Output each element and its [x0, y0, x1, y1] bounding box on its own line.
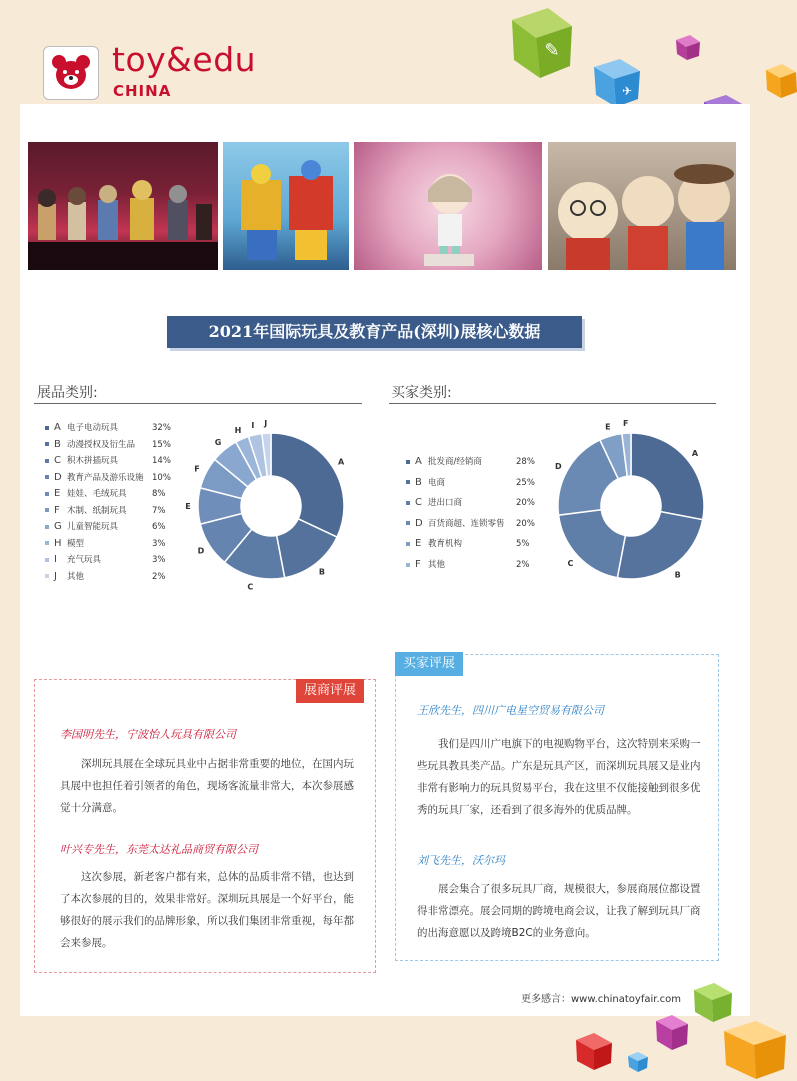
legend-letter: D	[54, 471, 62, 483]
legend-label: 电子电动玩具	[67, 423, 119, 433]
cube-green-icon	[500, 4, 580, 84]
legend-item	[406, 455, 546, 469]
legend-swatch	[45, 492, 49, 496]
exhibitor-text-1: 深圳玩具展在全球玩具业中占据非常重要的地位，在国内玩具展中也担任着引领者的角色，现场客流量非常大，本次参展感觉十分满意。	[60, 758, 354, 814]
legend-item	[45, 537, 182, 551]
legend-percent: 3%	[152, 538, 166, 549]
exhibitor-review-tag: 展商评展	[296, 679, 364, 703]
slice-label: B	[318, 567, 325, 577]
slice-label: E	[185, 502, 191, 511]
legend-percent: 25%	[516, 477, 535, 488]
donut-slice	[271, 433, 344, 537]
legend-percent: 2%	[152, 571, 166, 582]
legend-label: 电商	[428, 477, 446, 488]
legend-letter: A	[415, 456, 422, 467]
legend-percent: 8%	[152, 489, 166, 499]
slice-label: E	[605, 422, 611, 432]
legend-label: 儿童智能玩具	[67, 522, 119, 532]
legend-item	[45, 553, 182, 567]
legend-swatch	[45, 525, 49, 529]
exhibitor-person-2: 叶兴专先生，东莞太达礼品商贸有限公司	[60, 843, 258, 856]
legend-item	[406, 517, 546, 531]
legend-swatch	[406, 521, 410, 525]
legend-item	[45, 421, 182, 435]
legend-percent: 32%	[152, 423, 171, 433]
legend-item	[45, 471, 182, 485]
buyer-donut-chart	[535, 410, 725, 600]
legend-item	[45, 570, 182, 584]
legend-label: 百货商超、连锁零售	[428, 518, 505, 529]
legend-letter: D	[415, 517, 423, 529]
page-title: 2021年国际玩具及教育产品(深圳)展核心数据	[167, 316, 582, 348]
buyer-title: 买家类别:	[391, 385, 452, 401]
buyer-text-1: 我们是四川广电旗下的电视购物平台，这次特别来采购一些玩具教具类产品。广东是玩具产区，而深圳玩具展又是业内非常有影响力的玩具贸易平台，我在这里不仅能接触到很多优秀的玩具厂家，还看到了很多海外的优质品牌。	[417, 738, 701, 816]
legend-label: 木制、纸制玩具	[67, 505, 127, 516]
legend-percent: 20%	[516, 518, 535, 529]
exhibit-divider	[34, 403, 362, 404]
brand-name: toy&edu	[112, 40, 257, 79]
legend-item	[406, 476, 546, 490]
legend-label: 动漫授权及衍生品	[67, 439, 136, 450]
legend-percent: 10%	[152, 472, 171, 483]
legend-percent: 6%	[152, 522, 166, 532]
legend-swatch	[45, 541, 49, 545]
legend-label: 充气玩具	[67, 555, 102, 565]
legend-item	[406, 496, 546, 510]
buyer-person-1: 王欣先生，四川广电星空贸易有限公司	[417, 704, 604, 717]
legend-item	[45, 487, 182, 501]
legend-percent: 7%	[152, 505, 166, 516]
cube-blue-icon	[588, 55, 648, 111]
slice-label: A	[337, 457, 345, 467]
svg-text:✎: ✎	[544, 40, 560, 61]
legend-swatch	[45, 459, 49, 463]
photo-figures	[28, 142, 218, 270]
cube-bottom-red-icon	[572, 1030, 616, 1072]
slice-label: D	[554, 462, 562, 472]
legend-item	[406, 558, 546, 572]
legend-swatch	[45, 442, 49, 446]
legend-label: 教育产品及游乐设施	[67, 472, 144, 483]
legend-letter: J	[54, 570, 57, 582]
slice-label: F	[194, 464, 200, 474]
photo-doll	[354, 142, 542, 270]
legend-swatch	[406, 542, 410, 546]
legend-label: 其他	[67, 571, 85, 582]
legend-swatch	[45, 574, 49, 578]
donut-slice	[617, 512, 702, 579]
legend-swatch	[406, 480, 410, 484]
photo-plush	[548, 142, 736, 270]
slice-label: I	[251, 420, 255, 430]
brand-logo	[43, 46, 99, 100]
cube-orange-icon	[762, 60, 797, 100]
buyer-person-2: 刘飞先生，沃尔玛	[417, 854, 505, 867]
buyer-review-tag: 买家评展	[395, 652, 463, 676]
cube-bottom-orange-icon	[718, 1015, 793, 1081]
legend-item	[45, 520, 182, 534]
slice-label: D	[197, 546, 205, 556]
legend-swatch	[45, 426, 49, 430]
legend-letter: E	[415, 538, 422, 550]
slice-label: A	[691, 449, 699, 459]
legend-label: 进出口商	[428, 498, 463, 509]
legend-swatch	[45, 475, 49, 479]
slice-label: C	[567, 558, 574, 568]
legend-percent: 20%	[516, 498, 535, 509]
legend-percent: 2%	[516, 560, 530, 570]
legend-swatch	[45, 558, 49, 562]
legend-percent: 5%	[516, 539, 530, 550]
legend-item	[45, 454, 182, 468]
legend-letter: F	[415, 559, 421, 570]
legend-letter: H	[54, 537, 62, 549]
more-link[interactable]: 更多感言：www.chinatoyfair.com	[521, 994, 681, 1005]
legend-letter: C	[415, 497, 422, 509]
slice-label: C	[247, 582, 254, 592]
legend-item	[45, 504, 182, 518]
legend-label: 其他	[428, 560, 446, 570]
legend-letter: A	[54, 422, 61, 433]
legend-letter: I	[54, 554, 57, 565]
legend-letter: C	[54, 455, 61, 466]
legend-letter: B	[54, 438, 61, 450]
slice-label: J	[264, 419, 268, 429]
legend-item	[45, 438, 182, 452]
legend-percent: 28%	[516, 457, 535, 467]
legend-letter: B	[415, 476, 422, 488]
slice-label: G	[214, 438, 222, 448]
buyer-divider	[389, 403, 716, 404]
photo-robots	[223, 142, 349, 270]
donut-slice	[631, 433, 704, 520]
legend-letter: G	[54, 521, 62, 532]
legend-label: 积木拼插玩具	[67, 456, 119, 466]
legend-percent: 14%	[152, 456, 171, 466]
exhibit-donut-chart	[180, 410, 370, 600]
cube-bottom-blue-icon	[626, 1050, 650, 1074]
buyer-text-2: 展会集合了很多玩具厂商，规模很大，参展商展位都设置得非常漂亮。展会同期的跨境电商会议，让我了解到玩具厂商的出海意愿以及跨境B2C的业务意向。	[417, 883, 701, 939]
svg-text:✈: ✈	[621, 84, 633, 98]
legend-swatch	[45, 508, 49, 512]
legend-letter: F	[54, 504, 60, 516]
legend-swatch	[406, 501, 410, 505]
legend-percent: 15%	[152, 439, 171, 450]
slice-label: H	[234, 425, 242, 435]
slice-label: B	[674, 570, 681, 580]
legend-label: 娃娃、毛绒玩具	[67, 489, 127, 499]
exhibitor-person-1: 李国明先生，宁波怡人玩具有限公司	[60, 728, 236, 741]
legend-percent: 3%	[152, 555, 166, 565]
legend-item	[406, 537, 546, 551]
legend-label: 模型	[67, 538, 85, 549]
brand-sub: CHINA	[113, 82, 172, 100]
legend-swatch	[406, 563, 410, 567]
legend-label: 批发商/经销商	[428, 457, 482, 467]
legend-swatch	[406, 460, 410, 464]
exhibit-title: 展品类别:	[37, 385, 98, 401]
exhibitor-text-2: 这次参展，新老客户都有来，总体的品质非常不错，也达到了本次参展的目的，效果非常好。深圳玩具展是一个好平台，能够很好的展示我们的品牌形象，所以我们集团非常重视，每年都会来参展。	[60, 871, 354, 949]
cube-bottom-magenta-icon	[652, 1012, 692, 1052]
cube-magenta-icon	[672, 32, 704, 62]
slice-label: F	[623, 419, 629, 429]
legend-letter: E	[54, 488, 61, 499]
legend-label: 教育机构	[428, 539, 463, 550]
